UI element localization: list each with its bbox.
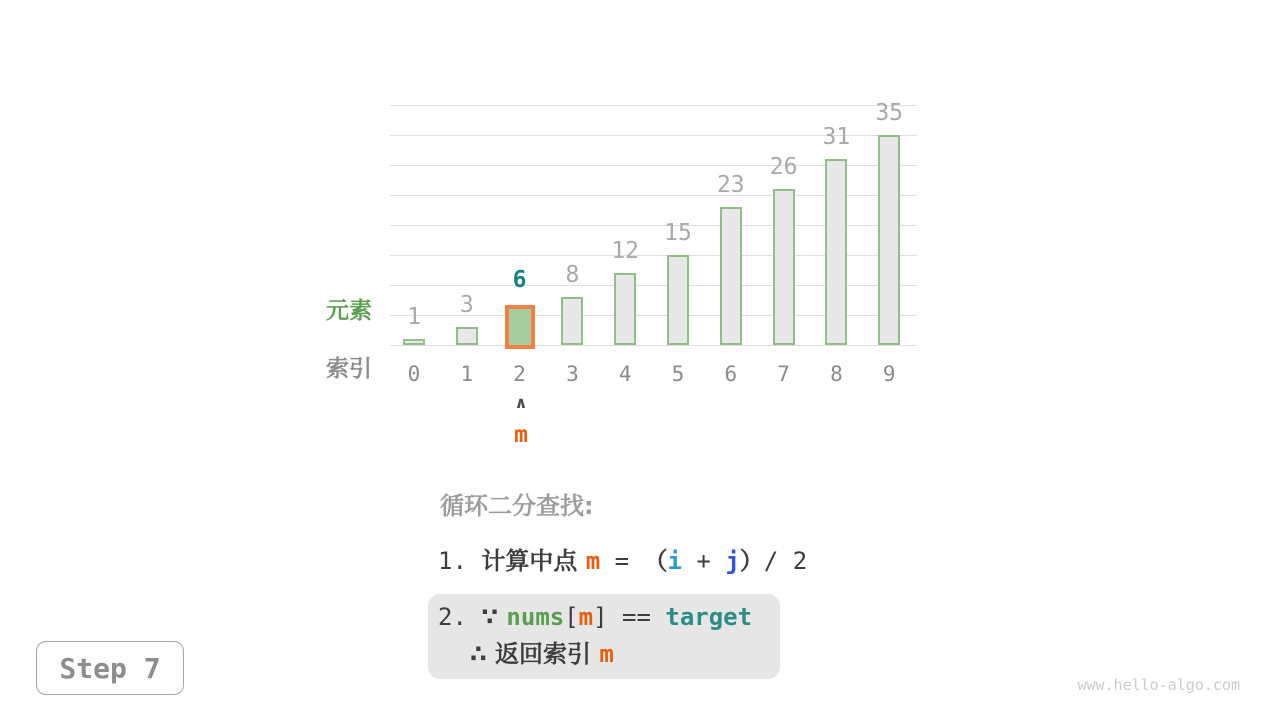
text-segment: 1. [438, 547, 482, 575]
bar [667, 255, 689, 345]
caption-step2-line1 [438, 599, 780, 636]
bar-chart [390, 100, 917, 386]
bar [773, 189, 795, 345]
bar-value-label: 15 [664, 220, 692, 246]
text-segment: == [607, 603, 666, 631]
index-label: 7 [777, 362, 790, 386]
text-segment: / 2 [763, 547, 808, 575]
bar [720, 207, 742, 345]
step-badge [36, 641, 184, 695]
caption-step1-line [438, 546, 807, 576]
bar-value-label: 1 [407, 304, 421, 330]
bar [614, 273, 636, 345]
element-axis-label: 元素 [326, 298, 372, 324]
index-label: 9 [882, 362, 896, 386]
bar [825, 159, 847, 345]
pointer-label-m: m [514, 422, 528, 448]
bar-value-label: 8 [565, 262, 580, 288]
text-segment: + [681, 547, 726, 575]
bar-value-label: 12 [611, 238, 640, 264]
step-badge-label: Step 7 [59, 651, 161, 685]
text-segment: ） [739, 547, 764, 575]
bar [403, 339, 425, 345]
text-segment: ] [593, 603, 608, 631]
bar [561, 297, 583, 345]
index-axis-label: 索引 [326, 356, 372, 382]
index-label: 8 [830, 362, 843, 386]
pointer-caret-icon: ∧ [514, 393, 528, 412]
text-segment: = [600, 547, 644, 575]
text-segment: [ [564, 603, 579, 631]
index-label: 3 [566, 362, 579, 386]
bar-value-label: 31 [822, 124, 851, 150]
text-segment: j [725, 547, 740, 575]
index-label: 4 [618, 362, 632, 386]
text-segment: nums [506, 603, 565, 631]
caption-heading: 循环二分查找: [440, 492, 594, 520]
index-label: 6 [724, 362, 738, 386]
bar-value-label: 26 [769, 154, 798, 180]
text-segment: ∵ [481, 603, 507, 631]
bar-value-label-highlighted: 6 [512, 267, 527, 293]
text-segment: m [599, 640, 614, 668]
bar [878, 135, 900, 345]
index-label: 2 [513, 362, 526, 386]
text-segment: 计算中点 [481, 547, 586, 575]
bar [456, 327, 478, 345]
index-label: 5 [671, 362, 685, 386]
index-label: 0 [407, 362, 421, 386]
caption-step2-line2 [470, 636, 780, 673]
gridline [390, 105, 917, 106]
gridline [390, 345, 917, 346]
text-segment: i [667, 547, 682, 575]
text-segment: target [665, 603, 753, 631]
bar-value-label: 3 [459, 292, 474, 318]
text-segment: 2. [438, 603, 482, 631]
index-label: 1 [460, 362, 474, 386]
text-segment: m [578, 603, 594, 631]
watermark: www.hello-algo.com [1077, 676, 1240, 694]
text-segment: m [585, 547, 601, 575]
bar-value-label: 35 [875, 100, 904, 126]
caption-step2-box [428, 594, 780, 679]
text-segment: （ [643, 547, 668, 575]
bar-value-label: 23 [716, 172, 745, 198]
text-segment: ∴ 返回索引 [470, 640, 600, 668]
bar-highlighted [505, 305, 535, 349]
